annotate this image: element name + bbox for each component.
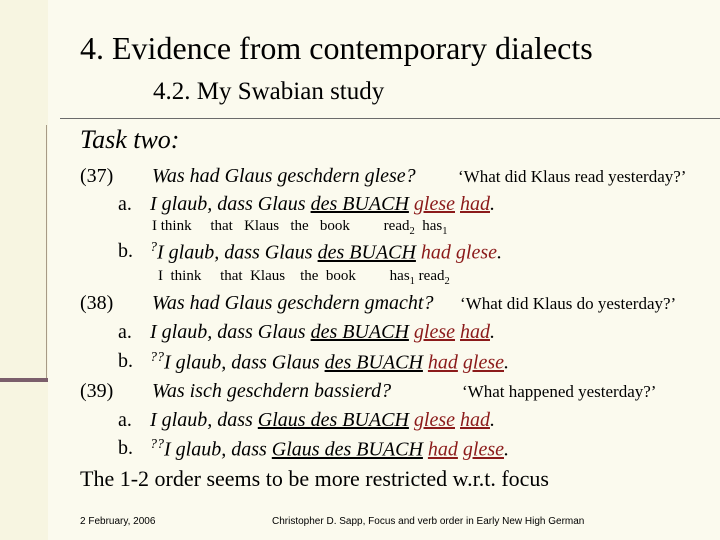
question-39: Was isch geschdern bassierd? — [152, 380, 392, 402]
sentence-39b: ??I glaub, dass Glaus des BUACH had glese. — [150, 437, 509, 461]
task-heading: Task two: — [80, 125, 180, 154]
example-number-39: (39) — [80, 380, 114, 402]
conclusion-text: The 1-2 order seems to be more restricted w.r.t. focus — [80, 466, 549, 491]
sentence-39a: I glaub, dass Glaus des BUACH glese had. — [150, 409, 495, 431]
sidebar-accent-bar — [0, 378, 48, 382]
question-37: Was had Glaus geschdern glese? — [152, 165, 416, 187]
footer-author: Christopher D. Sapp, Focus and verb order in Early New High German — [272, 516, 585, 527]
sentence-37b: ?I glaub, dass Glaus des BUACH had glese. — [150, 240, 502, 264]
translation-37: ‘What did Klaus read yesterday?’ — [458, 167, 687, 186]
label-37b: b. — [118, 240, 133, 262]
translation-38: ‘What did Klaus do yesterday?’ — [460, 294, 677, 313]
sentence-37a: I glaub, dass Glaus des BUACH glese had. — [150, 193, 495, 215]
label-39a: a. — [118, 409, 132, 431]
slide-title: 4. Evidence from contemporary dialects — [80, 30, 593, 66]
sidebar-line — [46, 125, 47, 380]
gloss-37a: I think that Klaus the book read$_2$ has$_1$ — [152, 218, 448, 237]
footer-date: 2 February, 2006 — [80, 516, 156, 527]
sentence-38b: ??I glaub, dass Glaus des BUACH had glese. — [150, 350, 509, 374]
label-38b: b. — [118, 350, 133, 372]
gloss-37b: I think that Klaus the book has$_1$ read$_2$ — [158, 268, 450, 287]
label-37a: a. — [118, 193, 132, 215]
label-39b: b. — [118, 437, 133, 459]
slide-subtitle: 4.2. My Swabian study — [153, 78, 385, 105]
sidebar-decoration — [0, 0, 48, 540]
translation-39: ‘What happened yesterday?’ — [462, 382, 657, 401]
question-38: Was had Glaus geschdern gmacht? — [152, 292, 434, 314]
sentence-38a: I glaub, dass Glaus des BUACH glese had. — [150, 321, 495, 343]
title-rule — [60, 118, 720, 119]
label-38a: a. — [118, 321, 132, 343]
example-number-37: (37) — [80, 165, 114, 187]
example-number-38: (38) — [80, 292, 114, 314]
